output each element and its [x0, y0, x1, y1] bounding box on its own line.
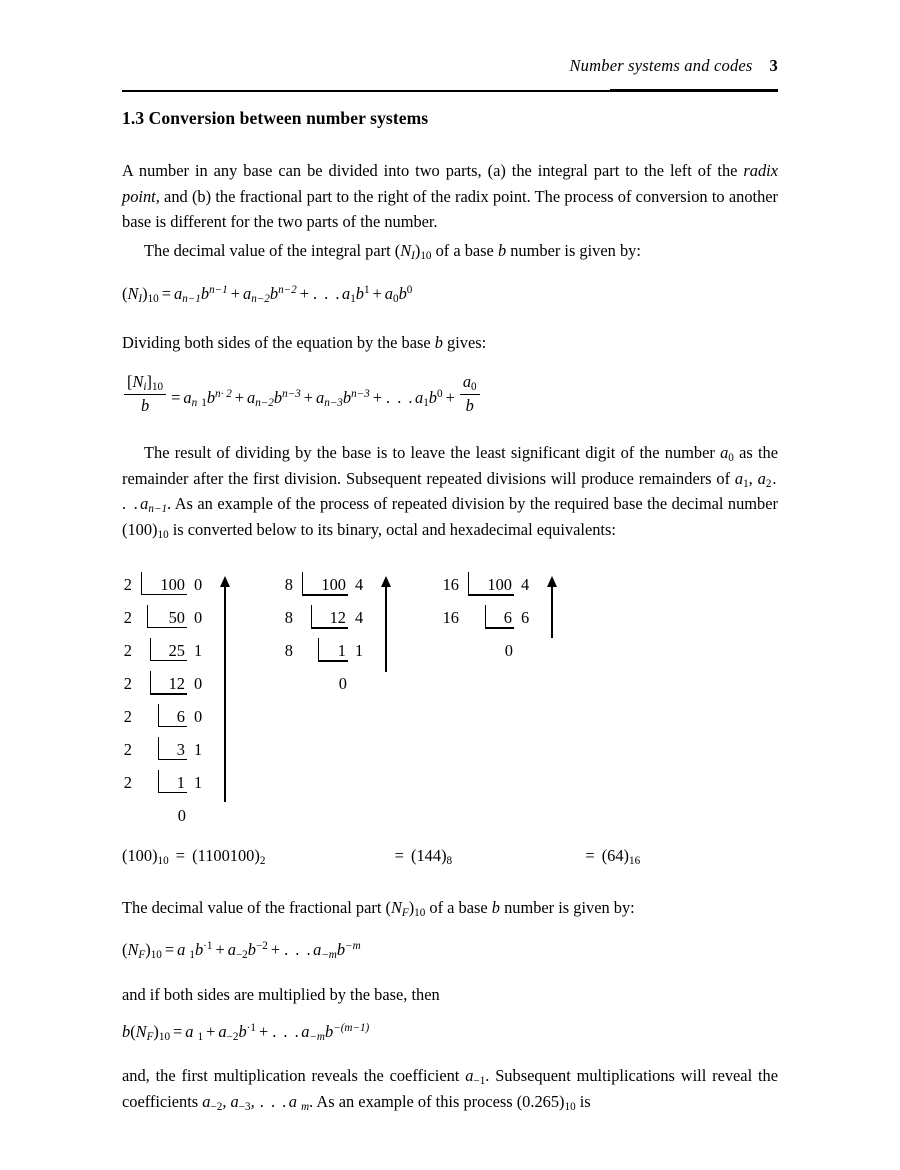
symbol-a-series: $a_1$, $a_2$: [734, 468, 772, 490]
binary-dividend-1: 50: [168, 608, 185, 627]
binary-remainder-4: 0: [194, 707, 203, 726]
binary-divisor-5: 2: [123, 740, 132, 759]
paragraph-dividing: Dividing both sides of the equation by the base b gives:: [122, 333, 487, 352]
running-head-title: Number systems and codes: [569, 56, 753, 75]
section-heading: 1.3 Conversion between number systems: [122, 108, 429, 128]
binary-divisor-2: 2: [123, 641, 132, 660]
hex-remainder-0: 4: [521, 575, 530, 594]
equation-fractional-expansion: $(N_F)_{10} = a$ $_1b^{\cdot 1} + a_{-2}b^{-2}$ + . . $.a_{-m}b^{-m}$: [122, 940, 361, 962]
symbol-b-3: b: [491, 898, 500, 917]
binary-read-direction-arrow-icon: [218, 576, 232, 802]
binary-remainder-1: 0: [194, 608, 203, 627]
header-rule: [122, 89, 778, 93]
binary-bracket-4: [158, 704, 187, 727]
binary-divisor-6: 2: [123, 773, 132, 792]
binary-divisor-0: 2: [123, 575, 132, 594]
octal-bracket-0: [302, 572, 348, 596]
page-number: 3: [769, 56, 778, 75]
octal-dividend-1: 12: [329, 608, 346, 627]
paragraph-intro-part1: A number in any base can be divided into two parts, (a) the integral part to the left of the: [122, 161, 744, 180]
binary-dividend-4: 6: [176, 707, 185, 726]
binary-bracket-0: [141, 572, 187, 595]
symbol-N-I: $N_I$: [400, 241, 415, 263]
binary-remainder-5: 1: [194, 740, 203, 759]
result-equals-1: =: [175, 846, 186, 865]
equation-divided-by-base: $\frac{[N_i]_{10}}{b}$ = $a_n$ $_1b^{n\cdot 2} + a_{n-2}b^{n-3} + a_{n-3}b^{n-3}$ + . . $.a_1b^0$ + $\frac{a_0}{b}$: [122, 372, 482, 416]
octal-dividend-2: 1: [337, 641, 346, 660]
binary-dividend-0: 100: [160, 575, 185, 594]
octal-remainder-1: 4: [355, 608, 364, 627]
header-rule-thick: [610, 89, 778, 92]
binary-bracket-5: [158, 737, 187, 760]
binary-remainder-0: 0: [194, 575, 203, 594]
symbol-N-F: $N_F$: [390, 898, 409, 920]
paragraph-multiply-by-base: and if both sides are multiplied by the base, then: [122, 985, 440, 1004]
binary-divisor-1: 2: [123, 608, 132, 627]
octal-final-zero: 0: [338, 674, 347, 693]
binary-bracket-3: [150, 671, 187, 695]
conversion-results-line: [122, 846, 640, 866]
result-decimal: $(100)_{10}$: [122, 846, 169, 868]
octal-dividend-0: 100: [321, 575, 346, 594]
binary-dividend-2: 25: [168, 641, 185, 660]
result-binary: $(1100100)_2$: [192, 846, 266, 868]
hex-dividend-0: 100: [487, 575, 512, 594]
binary-remainder-3: 0: [194, 674, 203, 693]
binary-dividend-5: 3: [176, 740, 185, 759]
hex-remainder-1: 6: [521, 608, 530, 627]
equation-multiplied-by-base: $b(N_F)_{10} = a$ $_1 + a_{-2}b^{\cdot 1}$ + . . $.a_{-m}b^{-(m-1)}$: [122, 1022, 370, 1044]
running-head: [120, 56, 778, 76]
binary-remainder-6: 1: [194, 773, 203, 792]
octal-divisor-2: 8: [284, 641, 293, 660]
result-equals-3: =: [585, 846, 595, 865]
symbol-b: b: [497, 241, 507, 260]
result-octal: $(144)_8$: [411, 846, 453, 868]
hex-final-zero: 0: [504, 641, 513, 660]
binary-divisor-4: 2: [123, 707, 132, 726]
hex-bracket-1: [485, 605, 514, 629]
octal-bracket-2: [318, 638, 348, 662]
result-hex: $(64)_{16}$: [601, 846, 641, 868]
term-radix-point: radix point: [122, 161, 778, 206]
symbol-a0: $a_0$: [720, 443, 734, 465]
paragraph-remainder-method: The result of dividing by the base is to leave the least significant digit of the number $a_0$ as the remainder after the first division. Subsequent repeated divisions will produce remainders of $a_1$, $a_2$. . $.a_{n-1}$. As an example of the process of repeated division by the required base the decimal number $(100)_{10}$ is converted below to its binary, octal and hexadecimal equivalents:: [122, 443, 778, 541]
symbol-a-minus-1: $a_{-1}$: [465, 1066, 486, 1088]
octal-read-direction-arrow-icon: [379, 576, 393, 672]
octal-bracket-1: [311, 605, 348, 629]
octal-remainder-2: 1: [355, 641, 364, 660]
paragraph-integral-value: The decimal value of the integral part $(N_I)_{10}$ of a base b number is given by:: [144, 241, 641, 263]
hex-divisor-0: 16: [442, 575, 459, 594]
hex-read-direction-arrow-icon: [545, 576, 559, 638]
symbol-b-2: b: [434, 333, 443, 352]
binary-bracket-1: [147, 605, 187, 628]
octal-divisor-0: 8: [284, 575, 293, 594]
paragraph-coefficients: and, the first multiplication reveals the coefficient $a_{-1}$. Subsequent multiplications will reveal the coefficients $a_{-2}$, $a_{-3}$, . . .a $_m$. As an example of this process $(0.265)_{10}$ is: [122, 1066, 778, 1113]
paragraph-fractional-value: The decimal value of the fractional part $(N_F)_{10}$ of a base b number is given by:: [122, 898, 635, 920]
result-equals-2: =: [394, 846, 404, 865]
octal-divisor-1: 8: [284, 608, 293, 627]
fraction-Ni-over-b: $\frac{[N_i]_{10}}{b}$: [124, 372, 166, 416]
symbol-a-minus-series: $a_{-2}$, $a_{-3}$,: [202, 1091, 255, 1113]
binary-bracket-2: [150, 638, 187, 661]
equation-integral-expansion: $(N_I)_{10} = a_{n-1}b^{n-1} + a_{n-2}b^{n-2}$ + . . $.a_1b^1 + a_0b^0$: [122, 284, 413, 306]
hex-dividend-1: 6: [503, 608, 512, 627]
binary-dividend-6: 1: [176, 773, 185, 792]
hex-bracket-0: [468, 572, 514, 596]
hex-divisor-1: 16: [442, 608, 459, 627]
octal-remainder-0: 4: [355, 575, 364, 594]
binary-dividend-3: 12: [168, 674, 185, 693]
paragraph-intro-part2: , and (b) the fractional part to the right of the radix point. The process of conversion to another base is different for the two parts of the number.: [122, 186, 778, 232]
binary-divisor-3: 2: [123, 674, 132, 693]
binary-remainder-2: 1: [194, 641, 203, 660]
paragraph-intro: [122, 158, 778, 235]
binary-bracket-6: [158, 770, 187, 793]
binary-final-zero: 0: [177, 806, 186, 825]
fraction-a0-over-b: $\frac{a_0}{b}$: [460, 372, 480, 416]
